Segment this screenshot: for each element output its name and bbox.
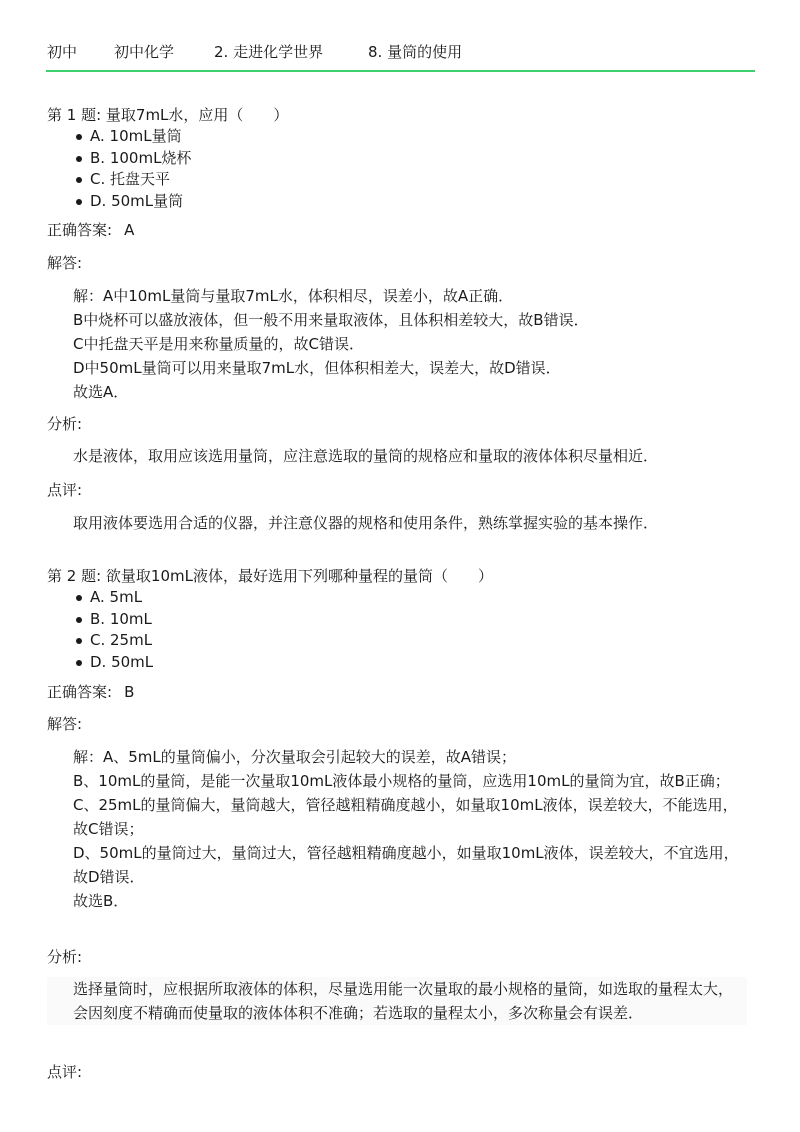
answer-value: A xyxy=(124,221,135,239)
option-b: B. 10mL xyxy=(72,609,747,631)
breadcrumb-level-3[interactable]: 2. 走进化学世界 xyxy=(214,43,324,61)
analysis-line: 水是液体，取用应该选用量筒，应注意选取的量筒的规格应和量取的液体体积尽量相近． xyxy=(73,447,659,465)
solution-line: 故选B． xyxy=(73,892,129,910)
answer-row xyxy=(47,681,747,703)
solution-line: C、25mL的量筒偏大，量筒越大，管径越粗精确度越小，如量取10mL液体，误差较大，不能选用，故C错误； xyxy=(73,796,738,838)
question-title: 第 1 题: 量取7mL水，应用（ ） xyxy=(47,106,289,124)
breadcrumb-level-2[interactable]: 初中化学 xyxy=(114,43,175,61)
question-2 xyxy=(47,565,747,673)
solution-line: 故选A． xyxy=(73,383,129,401)
solution-text xyxy=(47,284,747,404)
analysis-text xyxy=(47,444,747,468)
analysis-label: 分析: xyxy=(47,948,83,966)
answer-value: B xyxy=(124,683,135,701)
answer-label: 正确答案: xyxy=(47,683,113,701)
solution-label: 解答: xyxy=(47,254,83,272)
option-a: A. 10mL量筒 xyxy=(72,126,747,148)
comment-text xyxy=(47,511,747,535)
analysis-text xyxy=(47,977,747,1025)
breadcrumb-level-4[interactable]: 8. 量筒的使用 xyxy=(368,43,463,61)
header-divider xyxy=(46,70,755,72)
solution-line: D中50mL量筒可以用来量取7mL水，但体积相差大，误差大，故D错误． xyxy=(73,359,561,377)
option-list xyxy=(72,126,747,212)
solution-line: 解：A、5mL的量筒偏小，分次量取会引起较大的误差，故A错误； xyxy=(73,748,517,766)
solution-label: 解答: xyxy=(47,715,83,733)
solution-line: B、10mL的量筒，是能一次量取10mL液体最小规格的量筒，应选用10mL的量筒为宜，故B正确； xyxy=(73,772,730,790)
comment-line: 取用液体要选用合适的仪器，并注意仪器的规格和使用条件，熟练掌握实验的基本操作． xyxy=(73,514,659,532)
breadcrumb-level-1[interactable]: 初中 xyxy=(47,43,78,61)
analysis-label: 分析: xyxy=(47,415,83,433)
solution-line: C中托盘天平是用来称量质量的，故C错误． xyxy=(73,335,364,353)
option-d: D. 50mL xyxy=(72,652,747,674)
solution-line: B中烧杯可以盛放液体，但一般不用来量取液体，且体积相差较大，故B错误． xyxy=(73,311,589,329)
answer-label: 正确答案: xyxy=(47,221,113,239)
option-b: B. 100mL烧杯 xyxy=(72,148,747,170)
option-c: C. 25mL xyxy=(72,630,747,652)
solution-line: D、50mL的量筒过大，量筒过大，管径越粗精确度越小，如量取10mL液体，误差较大，不宜选用，故D错误． xyxy=(73,844,739,886)
option-list xyxy=(72,587,747,673)
comment-label: 点评: xyxy=(47,1063,83,1081)
solution-line: 解：A中10mL量筒与量取7mL水，体积相尽，误差小，故A正确． xyxy=(73,287,514,305)
analysis-line: 选择量筒时，应根据所取液体的体积，尽量选用能一次量取的最小规格的量筒，如选取的量程太大，会因刻度不精确而使量取的液体体积不准确；若选取的量程太小，多次称量会有误差． xyxy=(73,980,734,1022)
option-a: A. 5mL xyxy=(72,587,747,609)
answer-row xyxy=(47,219,747,241)
question-1 xyxy=(47,104,747,212)
comment-label: 点评: xyxy=(47,481,83,499)
option-c: C. 托盘天平 xyxy=(72,169,747,191)
option-d: D. 50mL量筒 xyxy=(72,191,747,213)
breadcrumb xyxy=(47,40,462,64)
question-title: 第 2 题: 欲量取10mL液体，最好选用下列哪种量程的量筒（ ） xyxy=(47,567,493,585)
solution-text xyxy=(47,745,747,913)
